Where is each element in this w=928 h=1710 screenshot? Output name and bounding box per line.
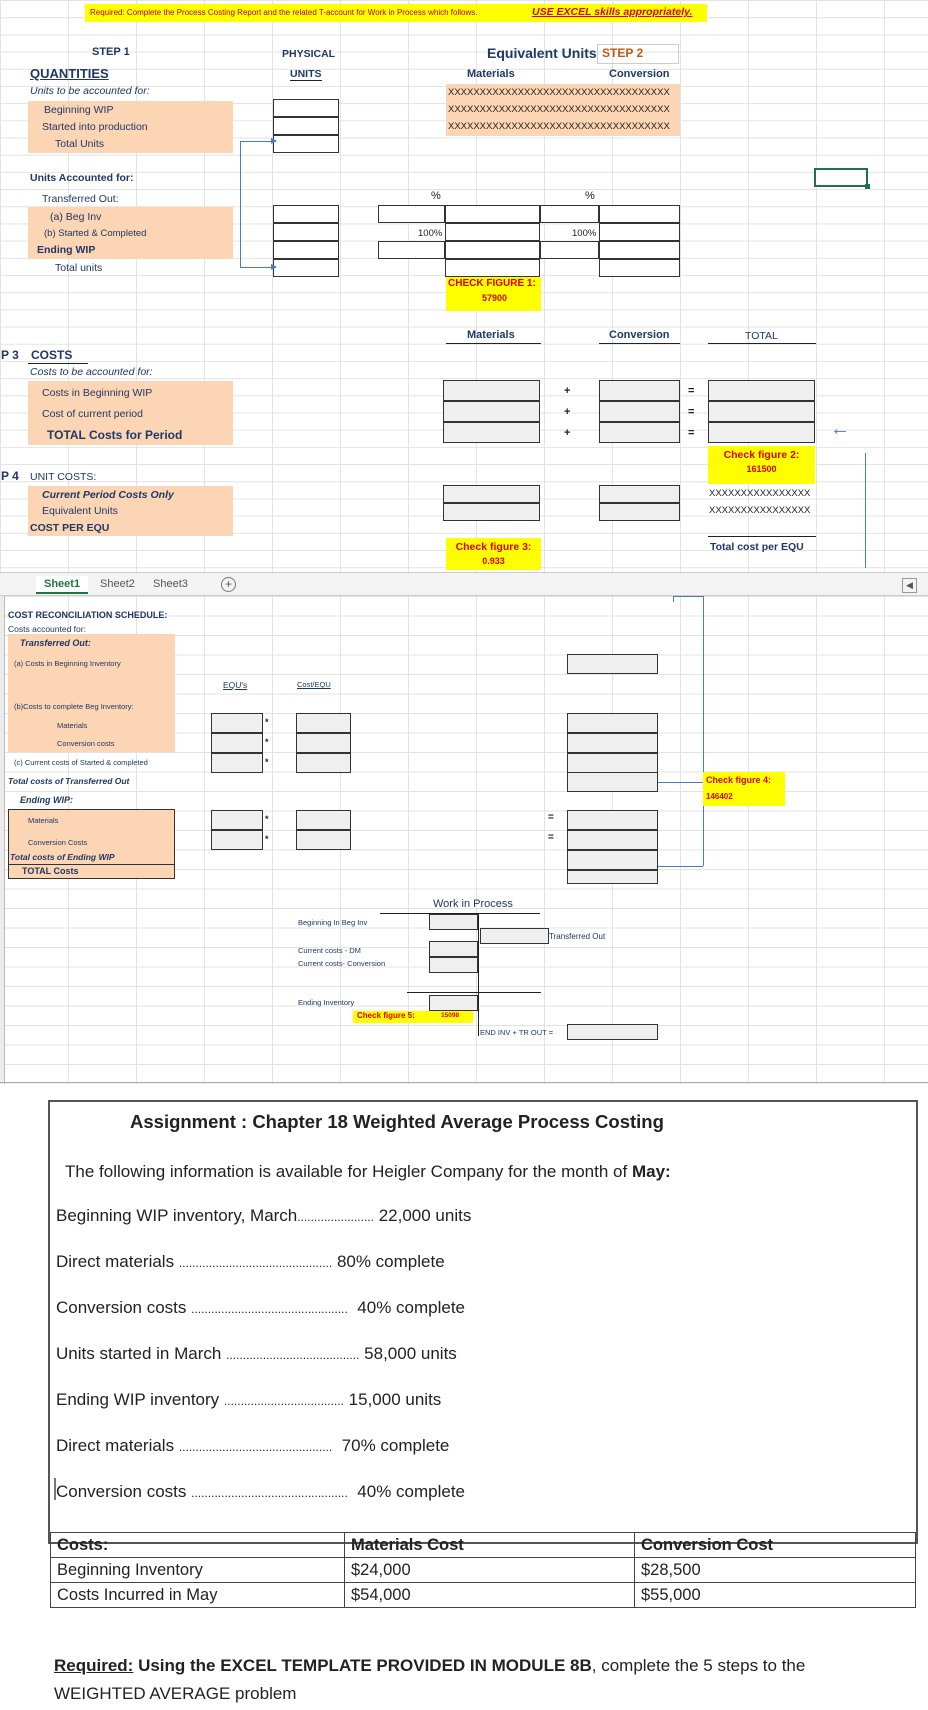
check1-label: CHECK FIGURE 1: (448, 278, 536, 289)
row-started (56, 1344, 457, 1364)
row-end-wip-dots: .................................... (223, 1394, 344, 1408)
required-footer-bold: Using the EXCEL TEMPLATE PROVIDED IN MODULE 8B (133, 1656, 592, 1675)
recon-a-label: (a) Costs in Beginning Inventory (14, 659, 121, 668)
recon-bracket-to-transferred (658, 782, 703, 783)
phys-total-cell[interactable] (273, 135, 339, 153)
row-started-value: 58,000 units (364, 1344, 457, 1363)
wip-current-dm-cell[interactable] (429, 941, 478, 957)
check-figure-1 (446, 277, 541, 311)
conv-cost-beg-cell[interactable] (599, 380, 680, 401)
started-label: Started into production (42, 121, 148, 133)
required-footer-line2: WEIGHTED AVERAGE problem (54, 1684, 297, 1703)
sheet-bottom-rule (0, 1082, 928, 1083)
check2-label: Check figure 2: (723, 449, 800, 461)
end-tr-cell[interactable] (567, 1024, 658, 1040)
cost-equ-end-materials-cell[interactable] (296, 810, 351, 830)
required-emphasis: USE EXCEL skills appropriately. (532, 6, 693, 18)
row-started-label: Units started in March (56, 1344, 222, 1363)
check3-label: Check figure 3: (455, 541, 532, 553)
mult-2: * (265, 737, 269, 747)
assignment-title: Assignment : Chapter 18 Weighted Average Process Costing (130, 1111, 664, 1132)
costs-beg-label: Costs in Beginning WIP (42, 387, 153, 399)
recon-bracket-vertical (703, 596, 704, 866)
beg-inv-label: (a) Beg Inv (50, 211, 102, 223)
row-dm-2-value: 70% complete (341, 1436, 450, 1455)
total-b-mat-cell[interactable] (567, 713, 658, 733)
check-figure-3 (446, 538, 541, 570)
conv-current-cell[interactable] (599, 485, 680, 503)
row-started-dots: ........................................ (226, 1348, 360, 1362)
conversion-header-2: Conversion (609, 329, 670, 341)
check4-label: Check figure 4: (706, 775, 772, 785)
row-cc-1 (56, 1298, 465, 1318)
check-figure-2 (708, 446, 815, 484)
wip-transferred-label: Transferred Out (549, 932, 606, 941)
cost-equ-materials-cell[interactable] (296, 713, 351, 733)
mat-equ-cell[interactable] (443, 503, 540, 521)
ending-wip-label: Ending WIP (37, 244, 96, 256)
mat-eq-beg-cell[interactable] (445, 205, 540, 223)
row-beg-wip (56, 1206, 471, 1226)
total-a-cell[interactable] (567, 654, 658, 674)
row-beg-wip-label: Beginning WIP inventory, March (56, 1206, 298, 1225)
eq-2: = (548, 832, 554, 843)
mat-pct-end-cell[interactable] (378, 241, 445, 259)
conv-cost-cur-cell[interactable] (599, 401, 680, 422)
conv-cost-tot-cell[interactable] (599, 422, 680, 443)
row-end-wip-label: Ending WIP inventory (56, 1390, 220, 1409)
scroll-left-icon[interactable]: ◀ (902, 578, 917, 593)
recon-c-label: (c) Current costs of Started & completed (14, 758, 148, 767)
total-b-conv-cell[interactable] (567, 733, 658, 753)
row-dm-1 (56, 1252, 445, 1272)
phys-to-sc-cell[interactable] (273, 223, 339, 241)
plus-2: + (564, 406, 571, 418)
conv-eq-sc-cell[interactable] (599, 223, 680, 241)
recon-title: COST RECONCILIATION SCHEDULE: (8, 610, 168, 620)
pct-conversion: % (585, 190, 595, 202)
recon-materials2-label: Materials (28, 816, 59, 825)
recon-ending-wip-label: Ending WIP: (20, 795, 73, 805)
conv-pct-beg-cell[interactable] (540, 205, 599, 223)
conv-equ-cell[interactable] (599, 503, 680, 521)
conversion-header: Conversion (609, 68, 670, 80)
mat-eq-sc-cell[interactable] (445, 223, 540, 241)
equiv-units-2-label: Equivalent Units (42, 505, 118, 517)
costs-row1-materials: $24,000 (345, 1558, 635, 1583)
costs-row2-label: Costs Incurred in May (51, 1583, 345, 1608)
required-text: Required: Complete the Process Costing Report and the related T-account for Work in Process which follows. (90, 8, 478, 17)
wip-current-conv-label: Current costs- Conversion (298, 959, 386, 968)
hundred-materials: 100% (418, 228, 443, 239)
xx-row-2: XXXXXXXXXXXXXXXXXXXXXXXXXXXXXXXXXXX (448, 104, 670, 115)
check2-value: 161500 (746, 464, 777, 474)
check5-value: 15098 (441, 1012, 460, 1019)
recon-bracket-top (673, 596, 703, 597)
mat-eq-total-cell[interactable] (445, 259, 540, 277)
materials-header: Materials (467, 68, 515, 80)
selected-cell-handle[interactable] (865, 184, 870, 189)
intro-text: The following information is available for Heigler Company for the month of (65, 1162, 632, 1181)
equals-3: = (688, 427, 695, 439)
total-cost-cur-cell[interactable] (708, 401, 815, 422)
equ-sc-cell[interactable] (211, 753, 263, 773)
plus-3: + (564, 427, 571, 439)
total-cost-tot-cell[interactable] (708, 422, 815, 443)
total-end-conv-cell[interactable] (567, 830, 658, 850)
mat-pct-beg-cell[interactable] (378, 205, 445, 223)
recon-conversion-label: Conversion costs (57, 739, 115, 748)
step3-prefix: P 3 (1, 348, 19, 362)
header-underline-conv (599, 343, 680, 344)
recon-b-label: (b)Costs to complete Beg Inventory: (14, 702, 134, 711)
eq-1: = (548, 812, 554, 823)
equ-materials-cell[interactable] (211, 713, 263, 733)
units-to-be-accounted-label: Units to be accounted for: (30, 85, 150, 97)
assignment-intro (65, 1162, 671, 1182)
total-c-cell[interactable] (567, 753, 658, 773)
row-dm-1-value: 80% complete (336, 1252, 445, 1271)
check5-label: Check figure 5: (357, 1011, 415, 1020)
total-end-wip-cell[interactable] (567, 850, 658, 870)
costs-table (50, 1532, 916, 1608)
total-header: TOTAL (745, 330, 778, 342)
equals-1: = (688, 385, 695, 397)
hundred-conversion: 100% (572, 228, 597, 239)
mat-current-cell[interactable] (443, 485, 540, 503)
step2-label: STEP 2 (602, 46, 644, 60)
recon-equs-header: EQU's (223, 680, 248, 690)
wip-ending-label: Ending Inventory (298, 998, 355, 1007)
wip-transferred-cell[interactable] (480, 928, 549, 944)
check1-value: 57900 (481, 293, 508, 303)
transferred-out-label: Transferred Out: (42, 193, 119, 205)
costs-row2-materials: $54,000 (345, 1583, 635, 1608)
row-end-wip (56, 1390, 441, 1410)
sheet-tab-bar (0, 572, 928, 596)
row-dm-1-dots: .............................................. (178, 1256, 333, 1270)
total-transferred-cell[interactable] (567, 772, 658, 792)
wip-current-dm-label: Current costs - DM (298, 946, 361, 955)
physical-header: PHYSICAL (282, 48, 336, 60)
equ-end-materials-cell[interactable] (211, 810, 263, 830)
conv-eq-beg-cell[interactable] (599, 205, 680, 223)
recon-total-ending-rule (8, 864, 175, 865)
table-row (51, 1583, 916, 1608)
total-units-2-label: Total units (55, 262, 103, 274)
assignment-box (48, 1100, 918, 1544)
recon-total-transferred: Total costs of Transferred Out (8, 776, 130, 786)
row-beg-wip-dots: ....................... (297, 1210, 374, 1224)
tab-sheet1[interactable]: Sheet1 (36, 576, 88, 594)
costs-table-header (51, 1533, 916, 1558)
table-row (51, 1558, 916, 1583)
intro-month: May: (631, 1162, 671, 1181)
cost-equ-conversion-cell[interactable] (296, 733, 351, 753)
recon-total-ending: Total costs of Ending WIP (10, 852, 115, 862)
header-underline-mat (446, 343, 541, 344)
spreadsheet-grid-bottom[interactable] (0, 596, 928, 1084)
costs-row2-conversion: $55,000 (635, 1583, 916, 1608)
row-dm-2-label: Direct materials (56, 1436, 175, 1455)
required-footer (54, 1656, 805, 1676)
arrowhead-2: ▸ (271, 259, 278, 273)
costs-header-conversion: Conversion Cost (635, 1533, 916, 1558)
total-cost-per-equ-label: Total cost per EQU (710, 541, 804, 553)
costs-total-label: TOTAL Costs for Period (47, 428, 183, 442)
cost-equ-end-conversion-cell[interactable] (296, 830, 351, 850)
costs-header-label: Costs: (51, 1533, 345, 1558)
step1-label: STEP 1 (92, 46, 130, 58)
check3-value: 0.933 (482, 556, 505, 566)
costs-sub-label: Costs to be accounted for: (30, 366, 153, 378)
row-dm-1-label: Direct materials (56, 1252, 175, 1271)
conv-eq-end-cell[interactable] (599, 241, 680, 259)
cost-per-equ-label: COST PER EQU (30, 522, 110, 534)
add-sheet-icon[interactable]: + (221, 577, 236, 592)
quantities-label: QUANTITIES (30, 66, 109, 81)
mat-cost-cur-cell[interactable] (443, 401, 540, 422)
recon-transferred-peach (8, 634, 175, 752)
phys-total-2-cell[interactable] (273, 259, 339, 277)
row-dm-2 (56, 1436, 449, 1456)
mult-5: * (265, 834, 269, 844)
step4-prefix: P 4 (1, 469, 19, 483)
end-tr-label: END INV + TR OUT = (480, 1028, 554, 1037)
wip-t-subtotal-line (407, 992, 541, 993)
wip-beg-label: Beginning In Beg Inv (298, 918, 368, 927)
recon-costs-acc: Costs accounted for: (8, 624, 86, 634)
equals-2: = (688, 406, 695, 418)
required-footer-label: Required: (54, 1656, 134, 1675)
mat-eq-end-cell[interactable] (445, 241, 540, 259)
row-header-strip (0, 596, 5, 1084)
row-cc-1-dots: ............................................... (191, 1302, 348, 1316)
xx-row-1: XXXXXXXXXXXXXXXXXXXXXXXXXXXXXXXXXXX (448, 87, 670, 98)
xx-short-1: XXXXXXXXXXXXXXXX (709, 488, 811, 499)
plus-1: + (564, 385, 571, 397)
cost-equ-sc-cell[interactable] (296, 753, 351, 773)
right-vertical-line (865, 453, 866, 568)
conv-eq-total-cell[interactable] (599, 259, 680, 277)
units-header: UNITS (290, 68, 322, 80)
row-end-wip-value: 15,000 units (348, 1390, 442, 1409)
recon-bracket-left (673, 596, 674, 602)
arrow-vertical (240, 141, 241, 268)
row-cc-1-value: 40% complete (357, 1298, 466, 1317)
costs-row1-conversion: $28,500 (635, 1558, 916, 1583)
row-beg-wip-value: 22,000 units (378, 1206, 472, 1225)
costs-underline (28, 363, 88, 364)
pct-materials: % (431, 190, 441, 202)
costs-current-label: Cost of current period (42, 408, 143, 420)
total-units-label: Total Units (55, 138, 105, 150)
selected-cell[interactable] (814, 168, 868, 187)
current-only-label: Current Period Costs Only (42, 489, 174, 501)
wip-title: Work in Process (433, 898, 513, 910)
phys-started-cell[interactable] (273, 117, 339, 135)
xx-row-3: XXXXXXXXXXXXXXXXXXXXXXXXXXXXXXXXXXX (448, 121, 670, 132)
total-cost-per-equ-underline (708, 536, 816, 537)
xx-short-2: XXXXXXXXXXXXXXXX (709, 505, 811, 516)
beginning-wip-label: Beginning WIP (44, 104, 114, 116)
conv-pct-end-cell[interactable] (540, 241, 599, 259)
mat-cost-tot-cell[interactable] (443, 422, 540, 443)
units-accounted-label: Units Accounted for: (30, 172, 134, 184)
recon-total-costs: TOTAL Costs (22, 866, 79, 876)
row-dm-2-dots: .............................................. (178, 1440, 333, 1454)
header-underline-total (708, 343, 816, 344)
check4-value: 146402 (706, 792, 733, 801)
wip-beg-cell[interactable] (429, 914, 478, 930)
started-completed-label: (b) Started & Completed (44, 228, 147, 239)
mult-4: * (265, 814, 269, 824)
materials-header-2: Materials (467, 329, 515, 341)
check-figure-4 (703, 772, 785, 806)
spreadsheet-grid-top[interactable] (0, 0, 928, 572)
recon-conversion2-label: Conversion Costs (28, 838, 88, 847)
row-cc-2-dots: ............................................... (191, 1486, 348, 1500)
mult-3: * (265, 757, 269, 767)
equ-end-conversion-cell[interactable] (211, 830, 263, 850)
tab-sheet2[interactable]: Sheet2 (100, 578, 135, 590)
recon-bracket-to-total (658, 866, 703, 867)
total-end-mat-cell[interactable] (567, 810, 658, 830)
phys-to-beg-cell[interactable] (273, 205, 339, 223)
wip-current-conv-cell[interactable] (429, 957, 478, 973)
wip-t-vertical (478, 913, 479, 1036)
mat-cost-beg-cell[interactable] (443, 380, 540, 401)
costs-row1-label: Beginning Inventory (51, 1558, 345, 1583)
tab-sheet3[interactable]: Sheet3 (153, 578, 188, 590)
row-cc-2-label: Conversion costs (56, 1482, 187, 1501)
recon-cost-equ-header: Cost/EQU (297, 680, 331, 689)
equiv-units-header: Equivalent Units (487, 45, 597, 61)
required-footer-rest: , complete the 5 steps to the (591, 1656, 806, 1675)
unit-costs-label: UNIT COSTS: (30, 471, 97, 483)
row-cc-1-label: Conversion costs (56, 1298, 187, 1317)
wip-ending-cell[interactable] (429, 995, 478, 1011)
total-costs-cell[interactable] (567, 870, 658, 884)
recon-materials-label: Materials (57, 721, 88, 730)
arrowhead-1: ▸ (271, 133, 278, 147)
costs-label: COSTS (31, 348, 73, 362)
costs-header-materials: Materials Cost (345, 1533, 635, 1558)
phys-ending-cell[interactable] (273, 241, 339, 259)
recon-transferred-label: Transferred Out: (20, 638, 91, 648)
arrow-left-icon: ← (830, 418, 850, 440)
row-cc-2 (56, 1482, 465, 1502)
equ-conversion-cell[interactable] (211, 733, 263, 753)
mult-1: * (265, 717, 269, 727)
total-cost-beg-cell[interactable] (708, 380, 815, 401)
phys-beg-wip-cell[interactable] (273, 99, 339, 117)
row-cc-2-value: 40% complete (357, 1482, 466, 1501)
